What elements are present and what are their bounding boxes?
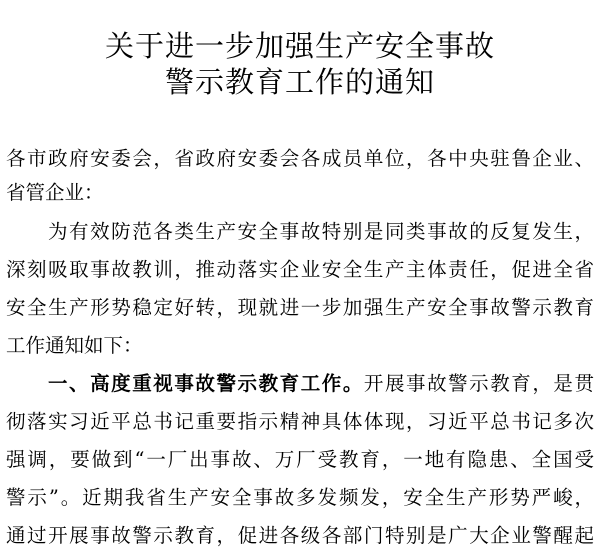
paragraph-1-line-3: 安全生产形势稳定好转，现就进一步加强生产安全事故警示教育 bbox=[6, 296, 594, 319]
paragraph-1-line-4: 工作通知如下： bbox=[6, 334, 143, 357]
document-title-line-2: 警示教育工作的通知 bbox=[164, 65, 435, 99]
section-1-line-2: 彻落实习近平总书记重要指示精神具体体现，习近平总书记多次 bbox=[6, 410, 594, 433]
document-title-line-1: 关于进一步加强生产安全事故 bbox=[104, 29, 495, 63]
section-1-heading: 一、高度重视事故警示教育工作。 bbox=[48, 372, 364, 395]
addressee-line-2: 省管企业： bbox=[6, 181, 104, 204]
paragraph-1-line-1: 为有效防范各类生产安全事故特别是同类事故的反复发生， bbox=[48, 220, 594, 243]
section-1-line-3: 强调，要做到“一厂出事故、万厂受教育，一地有隐患、全国受 bbox=[6, 448, 594, 471]
paragraph-1-line-2: 深刻吸取事故教训，推动落实企业安全生产主体责任，促进全省 bbox=[6, 258, 594, 281]
section-1-line-1-text: 开展事故警示教育，是贯 bbox=[363, 372, 594, 395]
section-1-line-5: 通过开展事故警示教育，促进各级各部门特别是广大企业警醒起 bbox=[6, 524, 594, 547]
section-1-line-1 bbox=[48, 371, 594, 397]
addressee-line-1: 各市政府安委会，省政府安委会各成员单位，各中央驻鲁企业、 bbox=[6, 147, 594, 170]
section-1-line-4: 警示”。近期我省生产安全事故多发频发，安全生产形势严峻， bbox=[6, 486, 594, 509]
